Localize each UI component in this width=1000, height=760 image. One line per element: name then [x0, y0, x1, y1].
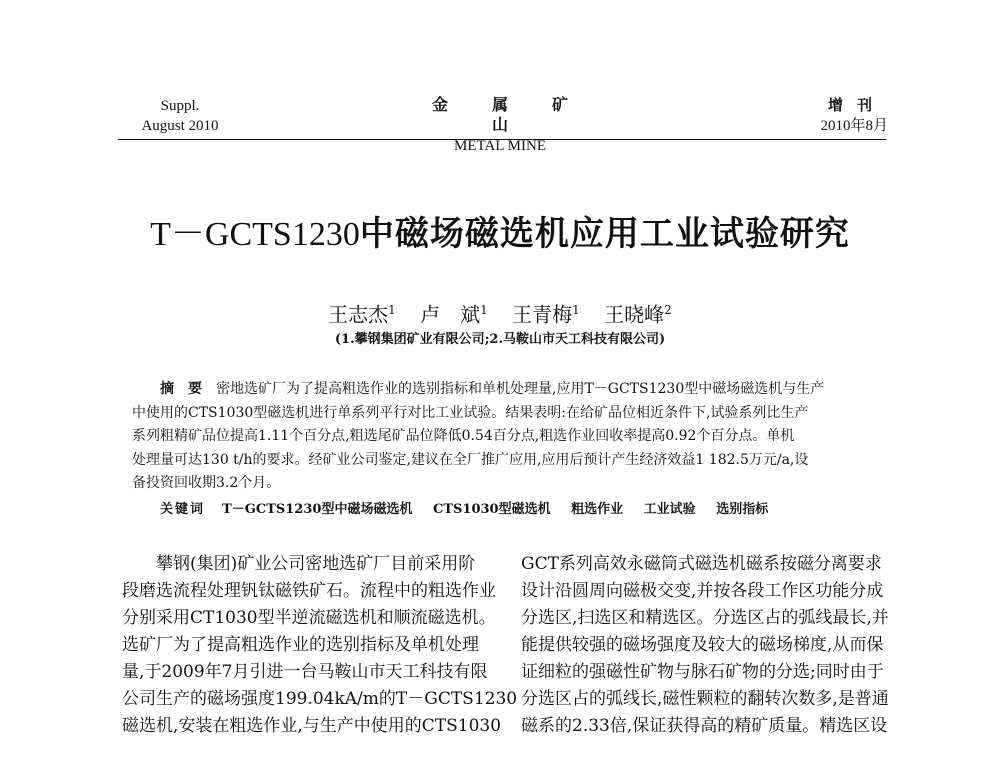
- supplement-label: Suppl.: [160, 98, 200, 114]
- body-line: 磁选机,安装在粗选作业,与生产中使用的CTS1030: [122, 716, 502, 736]
- issue-date-cn: 2010年8月: [820, 118, 888, 134]
- keyword: 粗选作业: [571, 502, 624, 517]
- paper-title-model: T－GCTS1230: [150, 216, 360, 253]
- body-line: 磁系的2.33倍,保证获得高的精矿质量。精选区设: [521, 716, 888, 736]
- abstract-line: 系列粗精矿品位提高1.11个百分点,粗选尾矿品位降低0.54百分点,粗选作业回收率提高0.92个百分点。单机: [132, 428, 795, 444]
- body-line: 攀钢(集团)矿业公司密地选矿厂目前采用阶: [122, 554, 476, 574]
- body-column-left: [122, 551, 518, 740]
- body-line: 选矿厂为了提高粗选作业的选别指标及单机处理: [122, 635, 479, 655]
- body-line: 分选区占的弧线长,磁性颗粒的翻转次数多,是普通: [521, 689, 889, 709]
- abstract-line: 备投资回收期3.2个月。: [132, 475, 281, 491]
- issue-date-en: August 2010: [141, 118, 219, 134]
- paper-title: [80, 212, 920, 257]
- running-header-left: [120, 96, 240, 136]
- affiliations: (1.攀钢集团矿业有限公司;2.马鞍山市天工科技有限公司): [334, 332, 666, 347]
- author-name: 卢 斌: [420, 302, 481, 327]
- abstract-line: 处理量可达130 t/h的要求。经矿业公司鉴定,建议在全厂推广应用,应用后预计产生经济效益1 182.5万元/a,设: [132, 451, 809, 468]
- abstract-line: 中使用的CTS1030型磁选机进行单系列平行对比工业试验。结果表明:在给矿品位相近条件下,试验系列比生产: [132, 404, 809, 421]
- body-line: GCT系列高效永磁筒式磁选机磁系按磁分离要求: [521, 554, 882, 574]
- author-affil-mark: 1: [572, 303, 580, 317]
- body-line: 能提供较强的磁场强度及较大的磁场梯度,从而保: [521, 635, 884, 655]
- keywords: [160, 500, 880, 520]
- keywords-label: 关键词: [160, 502, 206, 517]
- author-name: 王志杰: [328, 302, 389, 327]
- body-line: 证细粒的强磁性矿物与脉石矿物的分选;同时由于: [521, 662, 884, 682]
- running-header-right: [760, 96, 888, 136]
- journal-name-cn: 金属矿山: [431, 97, 612, 134]
- body-line: 分选区,扫选区和精选区。分选区占的弧线最长,并: [521, 608, 889, 628]
- body-line: 量,于2009年7月引进一台马鞍山市天工科技有限: [122, 662, 488, 682]
- body-column-right: [521, 551, 907, 740]
- keyword: CTS1030型磁选机: [432, 502, 551, 517]
- header-rule: [118, 139, 886, 140]
- body-line: 段磨选流程处理钒钛磁铁矿石。流程中的粗选作业: [122, 581, 496, 601]
- running-header-center: [360, 96, 640, 156]
- author-affil-mark: 2: [664, 303, 672, 317]
- journal-name-en: METAL MINE: [454, 138, 546, 154]
- keyword: 工业试验: [643, 502, 696, 517]
- body-line: 公司生产的磁场强度199.04kA/m的T－GCTS1230: [122, 689, 518, 709]
- supplement-label-cn: 增刊: [827, 98, 886, 114]
- body-line: 设计沿圆周向磁极交变,并按各段工作区功能分成: [521, 581, 884, 601]
- abstract-line: [132, 378, 874, 402]
- author-name: 王青梅: [512, 302, 573, 327]
- abstract-label: 摘要: [160, 381, 216, 397]
- body-line: 分别采用CT1030型半逆流磁选机和顺流磁选机。: [122, 608, 496, 628]
- author-list: [200, 296, 800, 329]
- abstract: [132, 378, 874, 496]
- keyword: T－GCTS1230型中磁场磁选机: [222, 502, 413, 517]
- abstract-text: 密地选矿厂为了提高粗选作业的选别指标和单机处理量,应用T－GCTS1230型中磁场磁选机与生产: [216, 381, 825, 397]
- author-affil-mark: 1: [388, 303, 396, 317]
- keyword: 选别指标: [716, 502, 769, 517]
- author-name: 王晓峰: [604, 302, 665, 327]
- author-affil-mark: 1: [480, 303, 488, 317]
- paper-title-text: 中磁场磁选机应用工业试验研究: [359, 214, 850, 254]
